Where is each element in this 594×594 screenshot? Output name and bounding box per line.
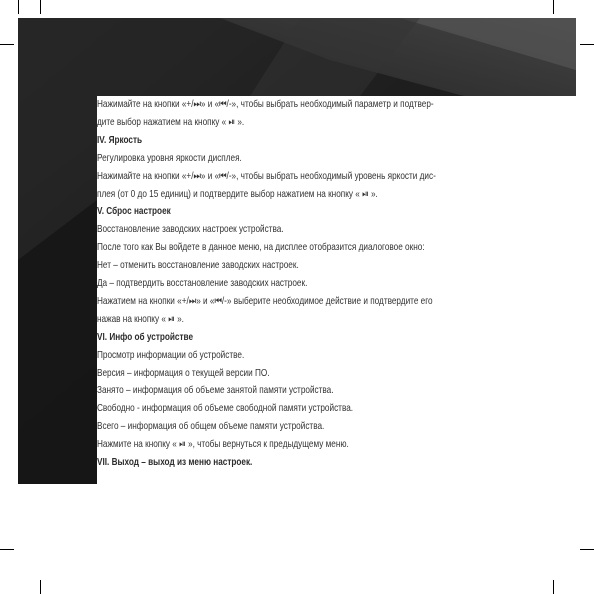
text-line: Свободно - информация об объеме свободной памяти устройства. <box>97 403 354 415</box>
text-line: Нажимайте на кнопки «+/⏭» и «⏮/-», чтобы выбрать необходимый параметр и подтвер- <box>97 99 434 110</box>
crop-mark <box>18 0 19 14</box>
text-line: Нет – отменить восстановление заводских настроек. <box>97 260 299 272</box>
text-line: Просмотр информации об устройстве. <box>97 349 245 361</box>
section-heading: IV. Яркость <box>97 134 143 146</box>
text-line: плея (от 0 до 15 единиц) и подтвердите выбор нажатием на кнопку « ⏯ ». <box>97 188 378 200</box>
text-line: Занято – информация об объеме занятой памяти устройства. <box>97 385 334 397</box>
text-line: Восстановление заводских настроек устройства. <box>97 224 284 236</box>
text-line: нажав на кнопку « ⏯ ». <box>97 313 184 325</box>
text-line: Нажимайте на кнопки «+/⏭» и «⏮/-», чтобы выбрать необходимый уровень яркости дис- <box>97 170 436 182</box>
text-line: дите выбор нажатием на кнопку « ⏯ ». <box>97 116 245 128</box>
text-line: Нажатием на кнопки «+/⏭» и «⏮/-» выберите необходимое действие и подтвердите его <box>97 295 433 307</box>
crop-mark <box>553 580 554 594</box>
crop-mark <box>580 549 594 550</box>
crop-mark <box>553 0 554 14</box>
crop-mark <box>0 549 14 550</box>
text-line: Да – подтвердить восстановление заводских настроек. <box>97 278 308 289</box>
text-line: Всего – информация об общем объеме памяти устройства. <box>97 421 325 433</box>
section-heading: VII. Выход – выход из меню настроек. <box>97 457 253 468</box>
crop-mark <box>40 580 41 594</box>
text-body <box>97 96 522 484</box>
text-line: После того как Вы войдете в данное меню, на дисплее отобразится диалоговое окно: <box>97 242 425 254</box>
text-line: Регулировка уровня яркости дисплея. <box>97 152 242 164</box>
section-heading: V. Сброс настроек <box>97 206 171 218</box>
section-heading: VI. Инфо об устройстве <box>97 331 194 343</box>
text-line: Версия – информация о текущей версии ПО. <box>97 367 270 379</box>
text-line: Нажмите на кнопку « ⏯ », чтобы вернуться к предыдущему меню. <box>97 439 349 451</box>
crop-mark <box>0 44 14 45</box>
crop-mark <box>40 0 41 14</box>
crop-mark <box>580 44 594 45</box>
